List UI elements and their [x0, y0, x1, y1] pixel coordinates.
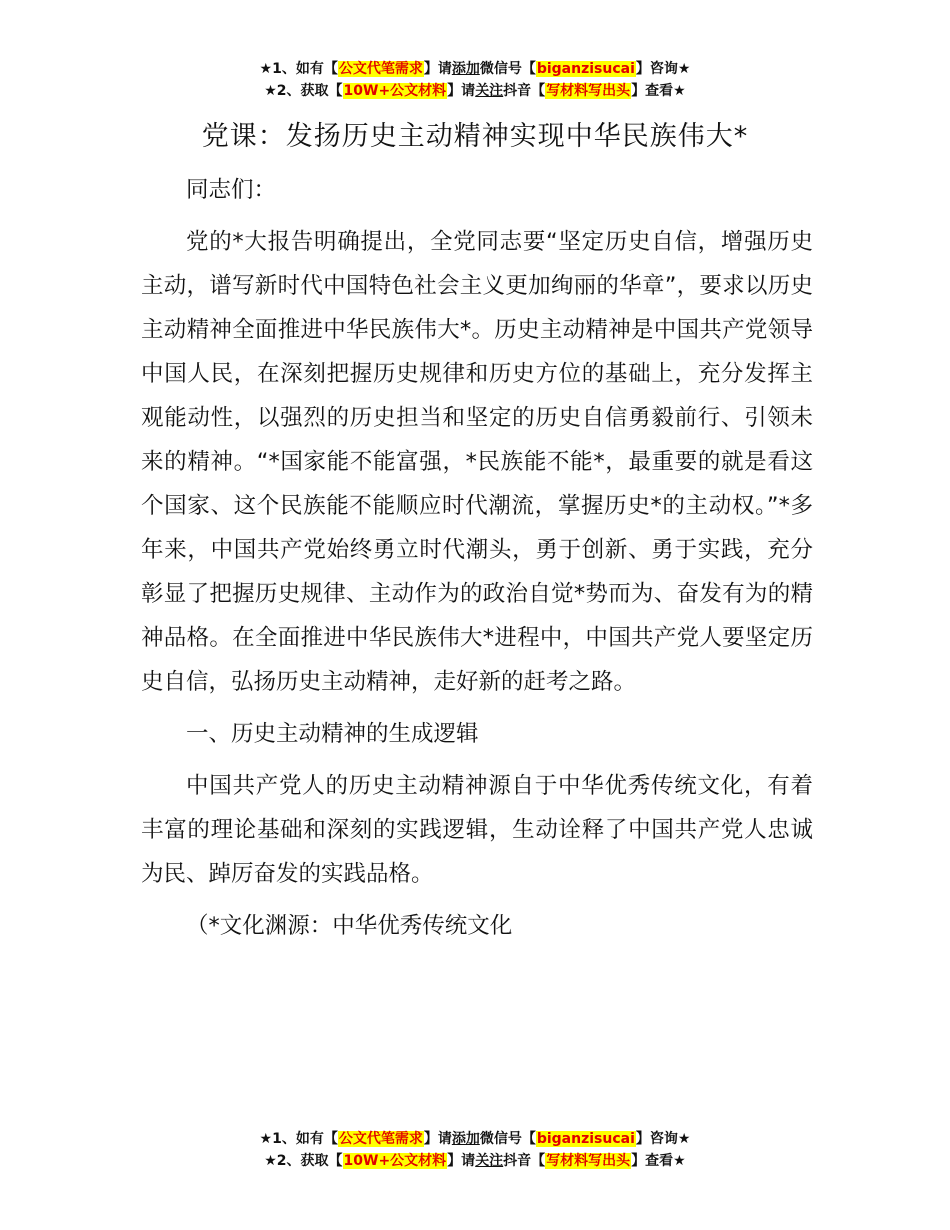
banner-line-1 [0, 1128, 950, 1150]
banner-text: 抖音【 [503, 83, 546, 99]
banner-text: 】查看★ [631, 83, 686, 99]
banner-underline: 添加 [451, 61, 480, 77]
top-banner [0, 58, 950, 102]
banner-text: ★1、如有【 [259, 1131, 338, 1147]
banner-text: 】咨询★ [635, 1131, 691, 1147]
banner-line-2 [0, 80, 950, 102]
banner-highlight: biganzisucai [536, 1131, 635, 1147]
banner-line-1 [0, 58, 950, 80]
banner-line-2 [0, 1150, 950, 1172]
banner-text: 】请 [423, 1131, 452, 1147]
banner-text: 】查看★ [631, 1153, 686, 1169]
banner-highlight: 10W+公文材料 [343, 1153, 447, 1169]
banner-text: ★2、获取【 [264, 1153, 343, 1169]
subsection-heading: （*文化渊源：中华优秀传统文化 [186, 913, 513, 939]
section-heading: 一、历史主动精神的生成逻辑 [186, 721, 479, 747]
banner-text: 】请 [423, 61, 452, 77]
paragraph: 党的*大报告明确提出，全党同志要“坚定历史自信，增强历史主动，谱写新时代中国特色社会主义更加绚丽的华章”，要求以历史主动精神全面推进中华民族伟大*。历史主动精神是中国共产党领导中国人民，在深刻把握历史规律和历史方位的基础上，充分发挥主观能动性，以强烈的历史担当和坚定的历史自信勇毅前行、引领未来的精神。“*国家能不能富强，*民族能不能*，最重要的就是看这个国家、这个民族能不能顺应时代潮流，掌握历史*的主动权。”*多年来，中国共产党始终勇立时代潮头，勇于创新、勇于实践，充分彰显了把握历史规律、主动作为的政治自觉*势而为、奋发有为的精神品格。在全面推进中华民族伟大*进程中，中国共产党人要坚定历史自信，弘扬历史主动精神，走好新的赶考之路。 [141, 229, 813, 695]
banner-highlight: biganzisucai [536, 61, 635, 77]
banner-highlight: 10W+公文材料 [343, 83, 447, 99]
banner-highlight: 公文代笔需求 [338, 1131, 423, 1147]
paragraph: 中国共产党人的历史主动精神源自于中华优秀传统文化，有着丰富的理论基础和深刻的实践逻辑，生动诠释了中国共产党人忠诚为民、踔厉奋发的实践品格。 [141, 773, 813, 887]
bottom-banner [0, 1128, 950, 1172]
greeting: 同志们： [186, 177, 277, 203]
document-body [141, 168, 813, 956]
banner-text: 微信号【 [479, 61, 536, 77]
banner-underline: 添加 [451, 1131, 480, 1147]
banner-text: ★2、获取【 [264, 83, 343, 99]
banner-text: 微信号【 [479, 1131, 536, 1147]
document-title: 党课：发扬历史主动精神实现中华民族伟大* [201, 121, 749, 152]
banner-underline: 关注 [475, 1153, 504, 1169]
banner-text: 】请 [447, 83, 476, 99]
banner-text: ★1、如有【 [259, 61, 338, 77]
banner-underline: 关注 [475, 83, 504, 99]
banner-text: 抖音【 [503, 1153, 546, 1169]
banner-text: 】请 [447, 1153, 476, 1169]
banner-highlight: 写材料写出头 [546, 1153, 631, 1169]
banner-text: 】咨询★ [635, 61, 691, 77]
banner-highlight: 写材料写出头 [546, 83, 631, 99]
banner-highlight: 公文代笔需求 [338, 61, 423, 77]
